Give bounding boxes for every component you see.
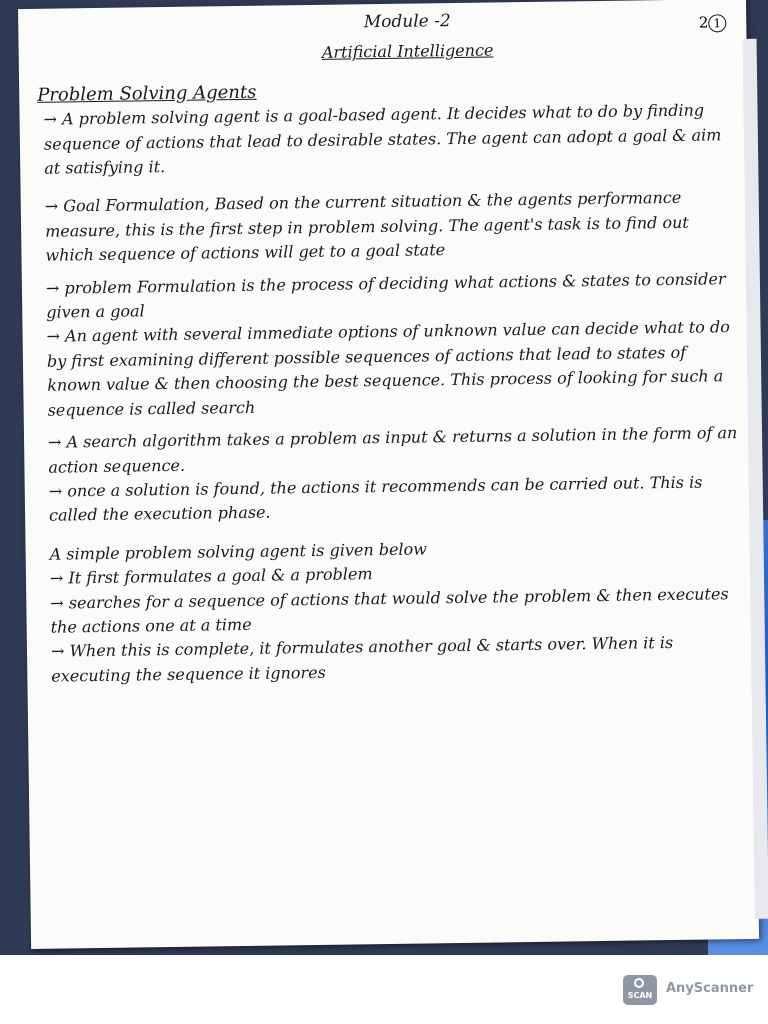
paragraph-execution: → once a solution is found, the actions it recommends can be carried out. This is called the execution phase. — [48, 472, 703, 526]
paragraph-problem-formulation: → problem Formulation is the process of deciding what actions & states to consider given a goal — [45, 268, 726, 322]
paragraph-simple-agent: A simple problem solving agent is given below — [49, 539, 428, 564]
anyscanner-logo-icon — [623, 975, 657, 1005]
section-heading: Problem Solving Agents — [37, 81, 257, 106]
paragraph-search-algorithm: → A search algorithm takes a problem as input & returns a solution in the form of an action sequence. — [47, 423, 738, 477]
page-number-circled: 1 — [708, 14, 726, 32]
page-number-prefix: 2 — [698, 13, 709, 32]
logo-text: SCAN — [627, 991, 653, 1000]
paragraph-formulates: → It first formulates a goal & a problem — [49, 564, 373, 588]
paragraph-searches: → searches for a sequence of actions that would solve the problem & then executes the actions one at a time — [50, 583, 729, 637]
notebook-sheet — [18, 0, 759, 949]
paragraph-intro: → A problem solving agent is a goal-based agent. It decides what to do by finding sequence of actions that lead to desirable states. The agent can adopt a goal & aim at satisfying it. — [43, 100, 722, 178]
sheet-edge — [743, 39, 768, 919]
paragraph-complete: → When this is complete, it formulates another goal & starts over. When it is executing the sequence it ignores — [50, 633, 674, 686]
paragraph-search: → An agent with several immediate options of unknown value can decide what to do by first examining different possible sequences of actions that lead to states of known value & then choosing the best sequence. This process of looking for such a sequence is called search — [46, 317, 730, 420]
subject-title: Artificial Intelligence — [321, 40, 494, 63]
brand-watermark: AnyScanner — [666, 981, 754, 996]
paragraph-goal-formulation: → Goal Formulation, Based on the current situation & the agents performance measure, this is the first step in problem solving. The agent's task is to find out which sequence of actions will get to a goal state — [44, 188, 689, 265]
handwritten-notes — [37, 5, 741, 689]
module-title: Module -2 — [363, 11, 451, 33]
